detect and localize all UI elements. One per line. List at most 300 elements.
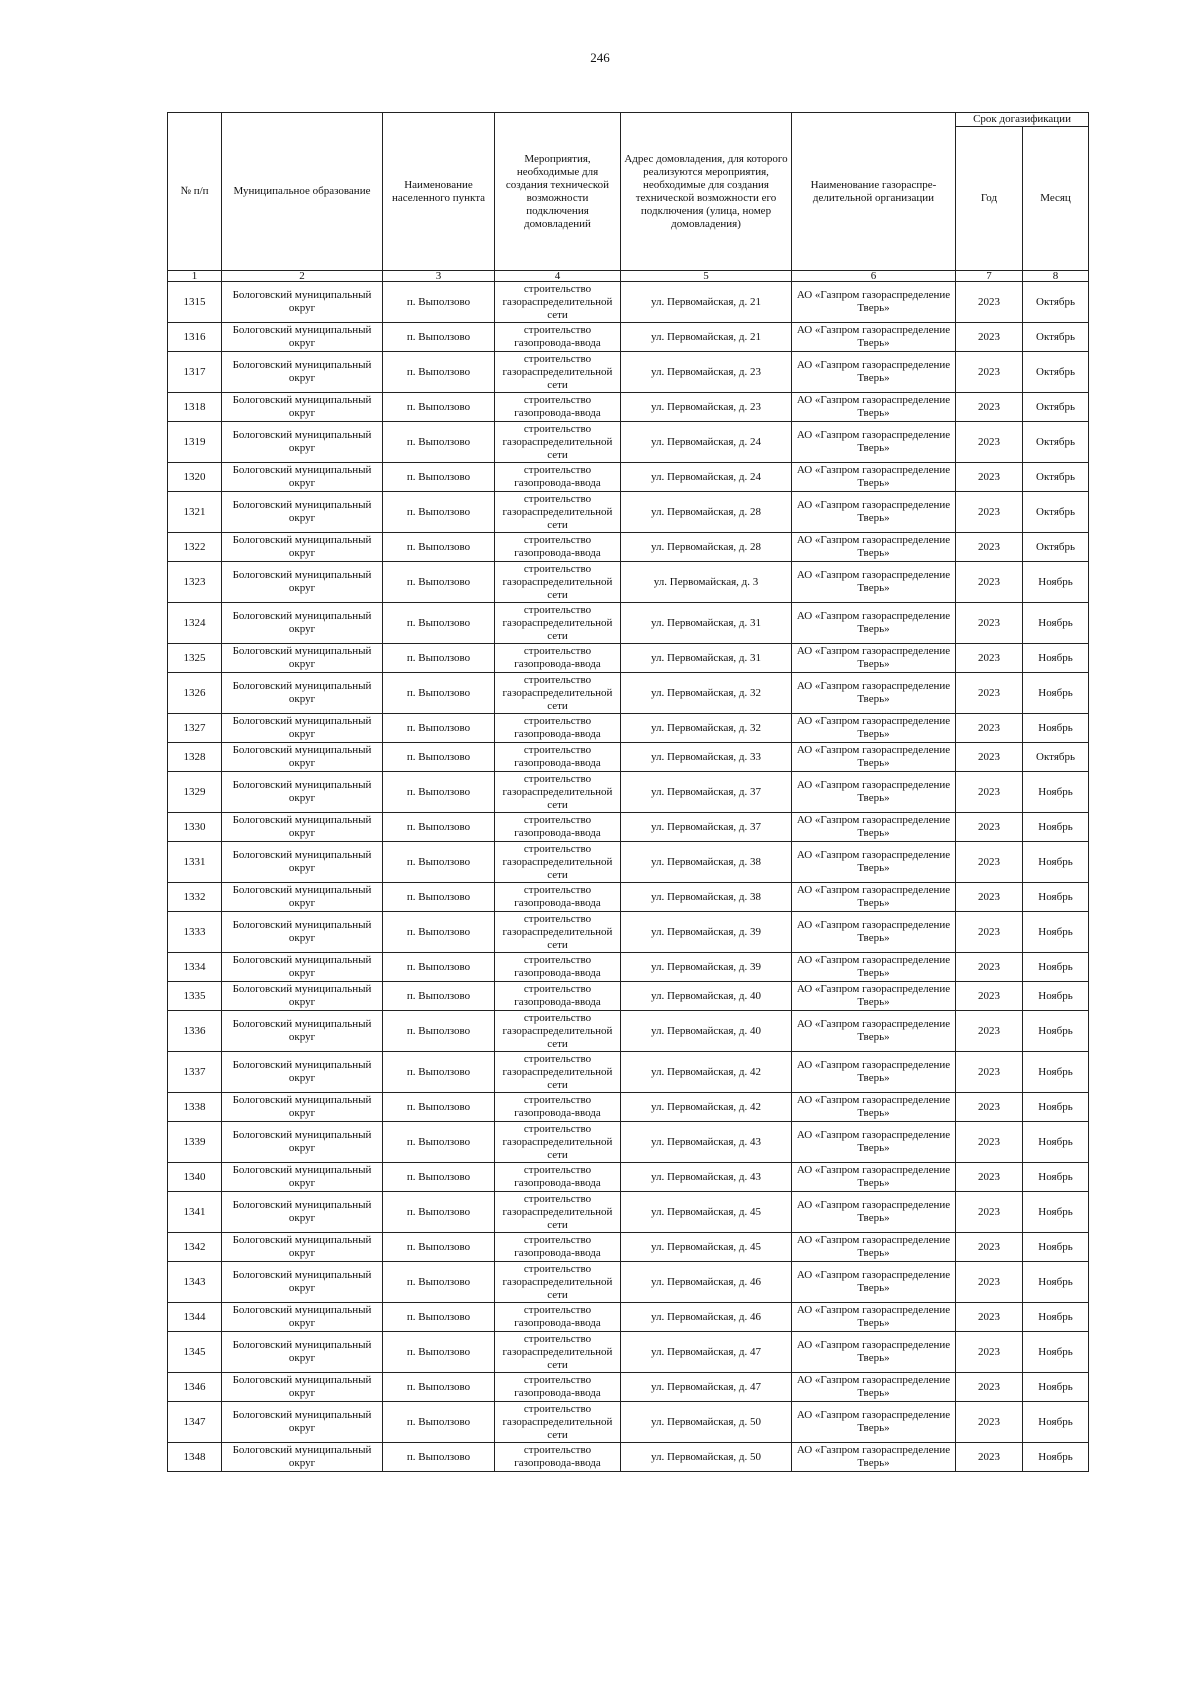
year-cell: 2023 — [956, 1093, 1023, 1122]
header-gas-org: Наименование газораспре-делительной организации — [792, 113, 956, 271]
address-cell: ул. Первомайская, д. 39 — [621, 912, 792, 953]
month-cell: Ноябрь — [1023, 842, 1089, 883]
address-cell: ул. Первомайская, д. 31 — [621, 644, 792, 673]
month-cell: Ноябрь — [1023, 1122, 1089, 1163]
month-cell: Ноябрь — [1023, 1011, 1089, 1052]
gas-org-cell: АО «Газпром газораспределение Тверь» — [792, 422, 956, 463]
month-cell: Октябрь — [1023, 422, 1089, 463]
month-cell: Октябрь — [1023, 492, 1089, 533]
row-number: 1333 — [168, 912, 222, 953]
column-number: 5 — [621, 271, 792, 282]
settlement-cell: п. Выползово — [383, 883, 495, 912]
measure-cell: строительство газораспределительной сети — [495, 492, 621, 533]
measure-cell: строительство газопровода-ввода — [495, 393, 621, 422]
municipality-cell: Бологовский муниципальный округ — [222, 1233, 383, 1262]
gas-org-cell: АО «Газпром газораспределение Тверь» — [792, 743, 956, 772]
table-row — [168, 562, 1089, 603]
row-number: 1326 — [168, 673, 222, 714]
municipality-cell: Бологовский муниципальный округ — [222, 1011, 383, 1052]
measure-cell: строительство газопровода-ввода — [495, 1163, 621, 1192]
municipality-cell: Бологовский муниципальный округ — [222, 533, 383, 562]
year-cell: 2023 — [956, 1402, 1023, 1443]
address-cell: ул. Первомайская, д. 39 — [621, 953, 792, 982]
address-cell: ул. Первомайская, д. 40 — [621, 982, 792, 1011]
settlement-cell: п. Выползово — [383, 673, 495, 714]
gas-org-cell: АО «Газпром газораспределение Тверь» — [792, 813, 956, 842]
year-cell: 2023 — [956, 1122, 1023, 1163]
year-cell: 2023 — [956, 1192, 1023, 1233]
year-cell: 2023 — [956, 1443, 1023, 1472]
gas-org-cell: АО «Газпром газораспределение Тверь» — [792, 883, 956, 912]
settlement-cell: п. Выползово — [383, 1262, 495, 1303]
year-cell: 2023 — [956, 673, 1023, 714]
row-number: 1318 — [168, 393, 222, 422]
table-row — [168, 422, 1089, 463]
measure-cell: строительство газопровода-ввода — [495, 813, 621, 842]
address-cell: ул. Первомайская, д. 45 — [621, 1192, 792, 1233]
settlement-cell: п. Выползово — [383, 1373, 495, 1402]
settlement-cell: п. Выползово — [383, 1052, 495, 1093]
address-cell: ул. Первомайская, д. 42 — [621, 1052, 792, 1093]
table-row — [168, 982, 1089, 1011]
gas-org-cell: АО «Газпром газораспределение Тверь» — [792, 492, 956, 533]
measure-cell: строительство газораспределительной сети — [495, 603, 621, 644]
settlement-cell: п. Выползово — [383, 562, 495, 603]
year-cell: 2023 — [956, 1011, 1023, 1052]
column-number: 3 — [383, 271, 495, 282]
address-cell: ул. Первомайская, д. 24 — [621, 463, 792, 492]
gas-org-cell: АО «Газпром газораспределение Тверь» — [792, 1093, 956, 1122]
row-number: 1338 — [168, 1093, 222, 1122]
header-settlement: Наименование населенного пункта — [383, 113, 495, 271]
settlement-cell: п. Выползово — [383, 352, 495, 393]
row-number: 1321 — [168, 492, 222, 533]
month-cell: Ноябрь — [1023, 644, 1089, 673]
table-row — [168, 813, 1089, 842]
table-row — [168, 644, 1089, 673]
gas-org-cell: АО «Газпром газораспределение Тверь» — [792, 1011, 956, 1052]
settlement-cell: п. Выползово — [383, 644, 495, 673]
settlement-cell: п. Выползово — [383, 1192, 495, 1233]
year-cell: 2023 — [956, 644, 1023, 673]
gas-org-cell: АО «Газпром газораспределение Тверь» — [792, 1373, 956, 1402]
row-number: 1348 — [168, 1443, 222, 1472]
row-number: 1322 — [168, 533, 222, 562]
address-cell: ул. Первомайская, д. 43 — [621, 1163, 792, 1192]
table-body — [168, 282, 1089, 1472]
municipality-cell: Бологовский муниципальный округ — [222, 1402, 383, 1443]
month-cell: Ноябрь — [1023, 772, 1089, 813]
row-number: 1344 — [168, 1303, 222, 1332]
column-number: 1 — [168, 271, 222, 282]
table-row — [168, 463, 1089, 492]
header-month: Месяц — [1023, 127, 1089, 271]
gas-org-cell: АО «Газпром газораспределение Тверь» — [792, 1163, 956, 1192]
gas-org-cell: АО «Газпром газораспределение Тверь» — [792, 1233, 956, 1262]
row-number: 1327 — [168, 714, 222, 743]
column-number: 2 — [222, 271, 383, 282]
year-cell: 2023 — [956, 492, 1023, 533]
measure-cell: строительство газопровода-ввода — [495, 1373, 621, 1402]
row-number: 1325 — [168, 644, 222, 673]
measure-cell: строительство газораспределительной сети — [495, 912, 621, 953]
measure-cell: строительство газопровода-ввода — [495, 982, 621, 1011]
row-number: 1334 — [168, 953, 222, 982]
municipality-cell: Бологовский муниципальный округ — [222, 463, 383, 492]
measure-cell: строительство газопровода-ввода — [495, 1443, 621, 1472]
address-cell: ул. Первомайская, д. 45 — [621, 1233, 792, 1262]
row-number: 1316 — [168, 323, 222, 352]
municipality-cell: Бологовский муниципальный округ — [222, 1093, 383, 1122]
settlement-cell: п. Выползово — [383, 813, 495, 842]
municipality-cell: Бологовский муниципальный округ — [222, 323, 383, 352]
row-number: 1337 — [168, 1052, 222, 1093]
measure-cell: строительство газораспределительной сети — [495, 1052, 621, 1093]
settlement-cell: п. Выползово — [383, 422, 495, 463]
header-year: Год — [956, 127, 1023, 271]
address-cell: ул. Первомайская, д. 46 — [621, 1262, 792, 1303]
month-cell: Ноябрь — [1023, 1373, 1089, 1402]
page-number: 246 — [590, 50, 610, 65]
address-cell: ул. Первомайская, д. 24 — [621, 422, 792, 463]
month-cell: Ноябрь — [1023, 603, 1089, 644]
year-cell: 2023 — [956, 912, 1023, 953]
month-cell: Ноябрь — [1023, 1332, 1089, 1373]
year-cell: 2023 — [956, 282, 1023, 323]
gas-org-cell: АО «Газпром газораспределение Тверь» — [792, 673, 956, 714]
gas-org-cell: АО «Газпром газораспределение Тверь» — [792, 912, 956, 953]
column-number: 6 — [792, 271, 956, 282]
header-num: № п/п — [168, 113, 222, 271]
year-cell: 2023 — [956, 714, 1023, 743]
month-cell: Ноябрь — [1023, 1052, 1089, 1093]
address-cell: ул. Первомайская, д. 33 — [621, 743, 792, 772]
municipality-cell: Бологовский муниципальный округ — [222, 603, 383, 644]
gas-org-cell: АО «Газпром газораспределение Тверь» — [792, 603, 956, 644]
table-row — [168, 492, 1089, 533]
table-row — [168, 1402, 1089, 1443]
address-cell: ул. Первомайская, д. 40 — [621, 1011, 792, 1052]
row-number: 1320 — [168, 463, 222, 492]
municipality-cell: Бологовский муниципальный округ — [222, 644, 383, 673]
row-number: 1347 — [168, 1402, 222, 1443]
gas-org-cell: АО «Газпром газораспределение Тверь» — [792, 1262, 956, 1303]
row-number: 1339 — [168, 1122, 222, 1163]
month-cell: Ноябрь — [1023, 1192, 1089, 1233]
measure-cell: строительство газопровода-ввода — [495, 714, 621, 743]
table-row — [168, 772, 1089, 813]
municipality-cell: Бологовский муниципальный округ — [222, 282, 383, 323]
gas-org-cell: АО «Газпром газораспределение Тверь» — [792, 463, 956, 492]
address-cell: ул. Первомайская, д. 43 — [621, 1122, 792, 1163]
month-cell: Ноябрь — [1023, 1303, 1089, 1332]
municipality-cell: Бологовский муниципальный округ — [222, 673, 383, 714]
month-cell: Ноябрь — [1023, 813, 1089, 842]
gas-org-cell: АО «Газпром газораспределение Тверь» — [792, 1122, 956, 1163]
municipality-cell: Бологовский муниципальный округ — [222, 352, 383, 393]
measure-cell: строительство газопровода-ввода — [495, 883, 621, 912]
year-cell: 2023 — [956, 883, 1023, 912]
address-cell: ул. Первомайская, д. 38 — [621, 842, 792, 883]
row-number: 1346 — [168, 1373, 222, 1402]
gas-org-cell: АО «Газпром газораспределение Тверь» — [792, 1303, 956, 1332]
municipality-cell: Бологовский муниципальный округ — [222, 1052, 383, 1093]
municipality-cell: Бологовский муниципальный округ — [222, 714, 383, 743]
month-cell: Ноябрь — [1023, 714, 1089, 743]
table-row — [168, 883, 1089, 912]
year-cell: 2023 — [956, 743, 1023, 772]
table-row — [168, 953, 1089, 982]
measure-cell: строительство газопровода-ввода — [495, 953, 621, 982]
row-number: 1335 — [168, 982, 222, 1011]
table-row — [168, 1443, 1089, 1472]
month-cell: Ноябрь — [1023, 953, 1089, 982]
table-row — [168, 842, 1089, 883]
year-cell: 2023 — [956, 352, 1023, 393]
year-cell: 2023 — [956, 953, 1023, 982]
gas-org-cell: АО «Газпром газораспределение Тверь» — [792, 1052, 956, 1093]
gas-org-cell: АО «Газпром газораспределение Тверь» — [792, 772, 956, 813]
settlement-cell: п. Выползово — [383, 1163, 495, 1192]
settlement-cell: п. Выползово — [383, 842, 495, 883]
address-cell: ул. Первомайская, д. 32 — [621, 673, 792, 714]
month-cell: Октябрь — [1023, 352, 1089, 393]
year-cell: 2023 — [956, 772, 1023, 813]
month-cell: Октябрь — [1023, 282, 1089, 323]
table-row — [168, 603, 1089, 644]
settlement-cell: п. Выползово — [383, 492, 495, 533]
table-row — [168, 714, 1089, 743]
settlement-cell: п. Выползово — [383, 463, 495, 492]
month-cell: Ноябрь — [1023, 1163, 1089, 1192]
settlement-cell: п. Выползово — [383, 743, 495, 772]
table-header — [168, 113, 1089, 282]
municipality-cell: Бологовский муниципальный округ — [222, 1262, 383, 1303]
table-row — [168, 1303, 1089, 1332]
measure-cell: строительство газопровода-ввода — [495, 1093, 621, 1122]
table-row — [168, 393, 1089, 422]
address-cell: ул. Первомайская, д. 3 — [621, 562, 792, 603]
measure-cell: строительство газораспределительной сети — [495, 673, 621, 714]
gas-org-cell: АО «Газпром газораспределение Тверь» — [792, 1192, 956, 1233]
row-number: 1343 — [168, 1262, 222, 1303]
gas-org-cell: АО «Газпром газораспределение Тверь» — [792, 1443, 956, 1472]
header-municipality: Муниципальное образование — [222, 113, 383, 271]
year-cell: 2023 — [956, 533, 1023, 562]
column-number: 8 — [1023, 271, 1089, 282]
month-cell: Ноябрь — [1023, 1443, 1089, 1472]
year-cell: 2023 — [956, 463, 1023, 492]
measure-cell: строительство газораспределительной сети — [495, 1402, 621, 1443]
year-cell: 2023 — [956, 422, 1023, 463]
settlement-cell: п. Выползово — [383, 1122, 495, 1163]
gas-org-cell: АО «Газпром газораспределение Тверь» — [792, 1332, 956, 1373]
month-cell: Ноябрь — [1023, 1233, 1089, 1262]
row-number: 1315 — [168, 282, 222, 323]
year-cell: 2023 — [956, 1303, 1023, 1332]
gas-org-cell: АО «Газпром газораспределение Тверь» — [792, 714, 956, 743]
settlement-cell: п. Выползово — [383, 323, 495, 352]
row-number: 1330 — [168, 813, 222, 842]
row-number: 1345 — [168, 1332, 222, 1373]
settlement-cell: п. Выползово — [383, 1443, 495, 1472]
row-number: 1340 — [168, 1163, 222, 1192]
address-cell: ул. Первомайская, д. 50 — [621, 1443, 792, 1472]
table-row — [168, 1262, 1089, 1303]
municipality-cell: Бологовский муниципальный округ — [222, 953, 383, 982]
month-cell: Ноябрь — [1023, 673, 1089, 714]
month-cell: Ноябрь — [1023, 912, 1089, 953]
municipality-cell: Бологовский муниципальный округ — [222, 813, 383, 842]
measure-cell: строительство газопровода-ввода — [495, 533, 621, 562]
measure-cell: строительство газораспределительной сети — [495, 842, 621, 883]
year-cell: 2023 — [956, 562, 1023, 603]
table-row — [168, 1192, 1089, 1233]
measure-cell: строительство газораспределительной сети — [495, 422, 621, 463]
address-cell: ул. Первомайская, д. 37 — [621, 813, 792, 842]
header-measures: Мероприятия, необходимые для создания технической возможности подключения домовладений — [495, 113, 621, 271]
measure-cell: строительство газопровода-ввода — [495, 323, 621, 352]
settlement-cell: п. Выползово — [383, 1011, 495, 1052]
address-cell: ул. Первомайская, д. 37 — [621, 772, 792, 813]
address-cell: ул. Первомайская, д. 47 — [621, 1373, 792, 1402]
month-cell: Ноябрь — [1023, 1262, 1089, 1303]
month-cell: Октябрь — [1023, 393, 1089, 422]
municipality-cell: Бологовский муниципальный округ — [222, 422, 383, 463]
address-cell: ул. Первомайская, д. 23 — [621, 352, 792, 393]
settlement-cell: п. Выползово — [383, 912, 495, 953]
row-number: 1323 — [168, 562, 222, 603]
row-number: 1317 — [168, 352, 222, 393]
gas-org-cell: АО «Газпром газораспределение Тверь» — [792, 953, 956, 982]
settlement-cell: п. Выползово — [383, 533, 495, 562]
year-cell: 2023 — [956, 1262, 1023, 1303]
row-number: 1336 — [168, 1011, 222, 1052]
gas-org-cell: АО «Газпром газораспределение Тверь» — [792, 1402, 956, 1443]
address-cell: ул. Первомайская, д. 47 — [621, 1332, 792, 1373]
measure-cell: строительство газораспределительной сети — [495, 1262, 621, 1303]
measure-cell: строительство газораспределительной сети — [495, 282, 621, 323]
measure-cell: строительство газораспределительной сети — [495, 352, 621, 393]
settlement-cell: п. Выползово — [383, 1303, 495, 1332]
settlement-cell: п. Выползово — [383, 603, 495, 644]
month-cell: Ноябрь — [1023, 1093, 1089, 1122]
settlement-cell: п. Выползово — [383, 772, 495, 813]
gas-org-cell: АО «Газпром газораспределение Тверь» — [792, 644, 956, 673]
settlement-cell: п. Выползово — [383, 1402, 495, 1443]
table-row — [168, 352, 1089, 393]
table-row — [168, 323, 1089, 352]
header-deadline-group: Срок догазификации — [956, 113, 1089, 127]
address-cell: ул. Первомайская, д. 38 — [621, 883, 792, 912]
row-number: 1332 — [168, 883, 222, 912]
municipality-cell: Бологовский муниципальный округ — [222, 743, 383, 772]
row-number: 1329 — [168, 772, 222, 813]
table-row — [168, 912, 1089, 953]
column-number: 4 — [495, 271, 621, 282]
month-cell: Октябрь — [1023, 533, 1089, 562]
municipality-cell: Бологовский муниципальный округ — [222, 883, 383, 912]
gas-org-cell: АО «Газпром газораспределение Тверь» — [792, 393, 956, 422]
address-cell: ул. Первомайская, д. 32 — [621, 714, 792, 743]
settlement-cell: п. Выползово — [383, 1332, 495, 1373]
municipality-cell: Бологовский муниципальный округ — [222, 1192, 383, 1233]
month-cell: Ноябрь — [1023, 982, 1089, 1011]
address-cell: ул. Первомайская, д. 21 — [621, 323, 792, 352]
address-cell: ул. Первомайская, д. 31 — [621, 603, 792, 644]
settlement-cell: п. Выползово — [383, 1233, 495, 1262]
year-cell: 2023 — [956, 393, 1023, 422]
table-row — [168, 282, 1089, 323]
year-cell: 2023 — [956, 1163, 1023, 1192]
table-row — [168, 1093, 1089, 1122]
address-cell: ул. Первомайская, д. 21 — [621, 282, 792, 323]
header-address: Адрес домовладения, для которого реализуются мероприятия, необходимые для создания технической возможности его подключения (улица, номер домовладения) — [621, 113, 792, 271]
municipality-cell: Бологовский муниципальный округ — [222, 1122, 383, 1163]
municipality-cell: Бологовский муниципальный округ — [222, 393, 383, 422]
row-number: 1324 — [168, 603, 222, 644]
year-cell: 2023 — [956, 982, 1023, 1011]
settlement-cell: п. Выползово — [383, 1093, 495, 1122]
gas-org-cell: АО «Газпром газораспределение Тверь» — [792, 562, 956, 603]
row-number: 1341 — [168, 1192, 222, 1233]
table-row — [168, 1122, 1089, 1163]
table-row — [168, 673, 1089, 714]
address-cell: ул. Первомайская, д. 42 — [621, 1093, 792, 1122]
year-cell: 2023 — [956, 323, 1023, 352]
year-cell: 2023 — [956, 1332, 1023, 1373]
municipality-cell: Бологовский муниципальный округ — [222, 912, 383, 953]
table-row — [168, 1052, 1089, 1093]
gas-org-cell: АО «Газпром газораспределение Тверь» — [792, 842, 956, 883]
month-cell: Октябрь — [1023, 463, 1089, 492]
measure-cell: строительство газораспределительной сети — [495, 1332, 621, 1373]
address-cell: ул. Первомайская, д. 50 — [621, 1402, 792, 1443]
municipality-cell: Бологовский муниципальный округ — [222, 562, 383, 603]
municipality-cell: Бологовский муниципальный округ — [222, 1373, 383, 1402]
municipality-cell: Бологовский муниципальный округ — [222, 492, 383, 533]
table-row — [168, 533, 1089, 562]
municipality-cell: Бологовский муниципальный округ — [222, 1443, 383, 1472]
table-row — [168, 1373, 1089, 1402]
measure-cell: строительство газораспределительной сети — [495, 1122, 621, 1163]
municipality-cell: Бологовский муниципальный округ — [222, 772, 383, 813]
gas-org-cell: АО «Газпром газораспределение Тверь» — [792, 533, 956, 562]
year-cell: 2023 — [956, 842, 1023, 883]
municipality-cell: Бологовский муниципальный округ — [222, 1163, 383, 1192]
year-cell: 2023 — [956, 1052, 1023, 1093]
month-cell: Октябрь — [1023, 743, 1089, 772]
settlement-cell: п. Выползово — [383, 982, 495, 1011]
table-row — [168, 743, 1089, 772]
settlement-cell: п. Выползово — [383, 953, 495, 982]
year-cell: 2023 — [956, 1373, 1023, 1402]
year-cell: 2023 — [956, 1233, 1023, 1262]
municipality-cell: Бологовский муниципальный округ — [222, 1303, 383, 1332]
measure-cell: строительство газораспределительной сети — [495, 562, 621, 603]
row-number: 1342 — [168, 1233, 222, 1262]
settlement-cell: п. Выползово — [383, 393, 495, 422]
table-row — [168, 1233, 1089, 1262]
table-row — [168, 1163, 1089, 1192]
municipality-cell: Бологовский муниципальный округ — [222, 982, 383, 1011]
measure-cell: строительство газопровода-ввода — [495, 1233, 621, 1262]
municipality-cell: Бологовский муниципальный округ — [222, 842, 383, 883]
measure-cell: строительство газораспределительной сети — [495, 772, 621, 813]
row-number: 1328 — [168, 743, 222, 772]
gas-org-cell: АО «Газпром газораспределение Тверь» — [792, 282, 956, 323]
measure-cell: строительство газопровода-ввода — [495, 1303, 621, 1332]
